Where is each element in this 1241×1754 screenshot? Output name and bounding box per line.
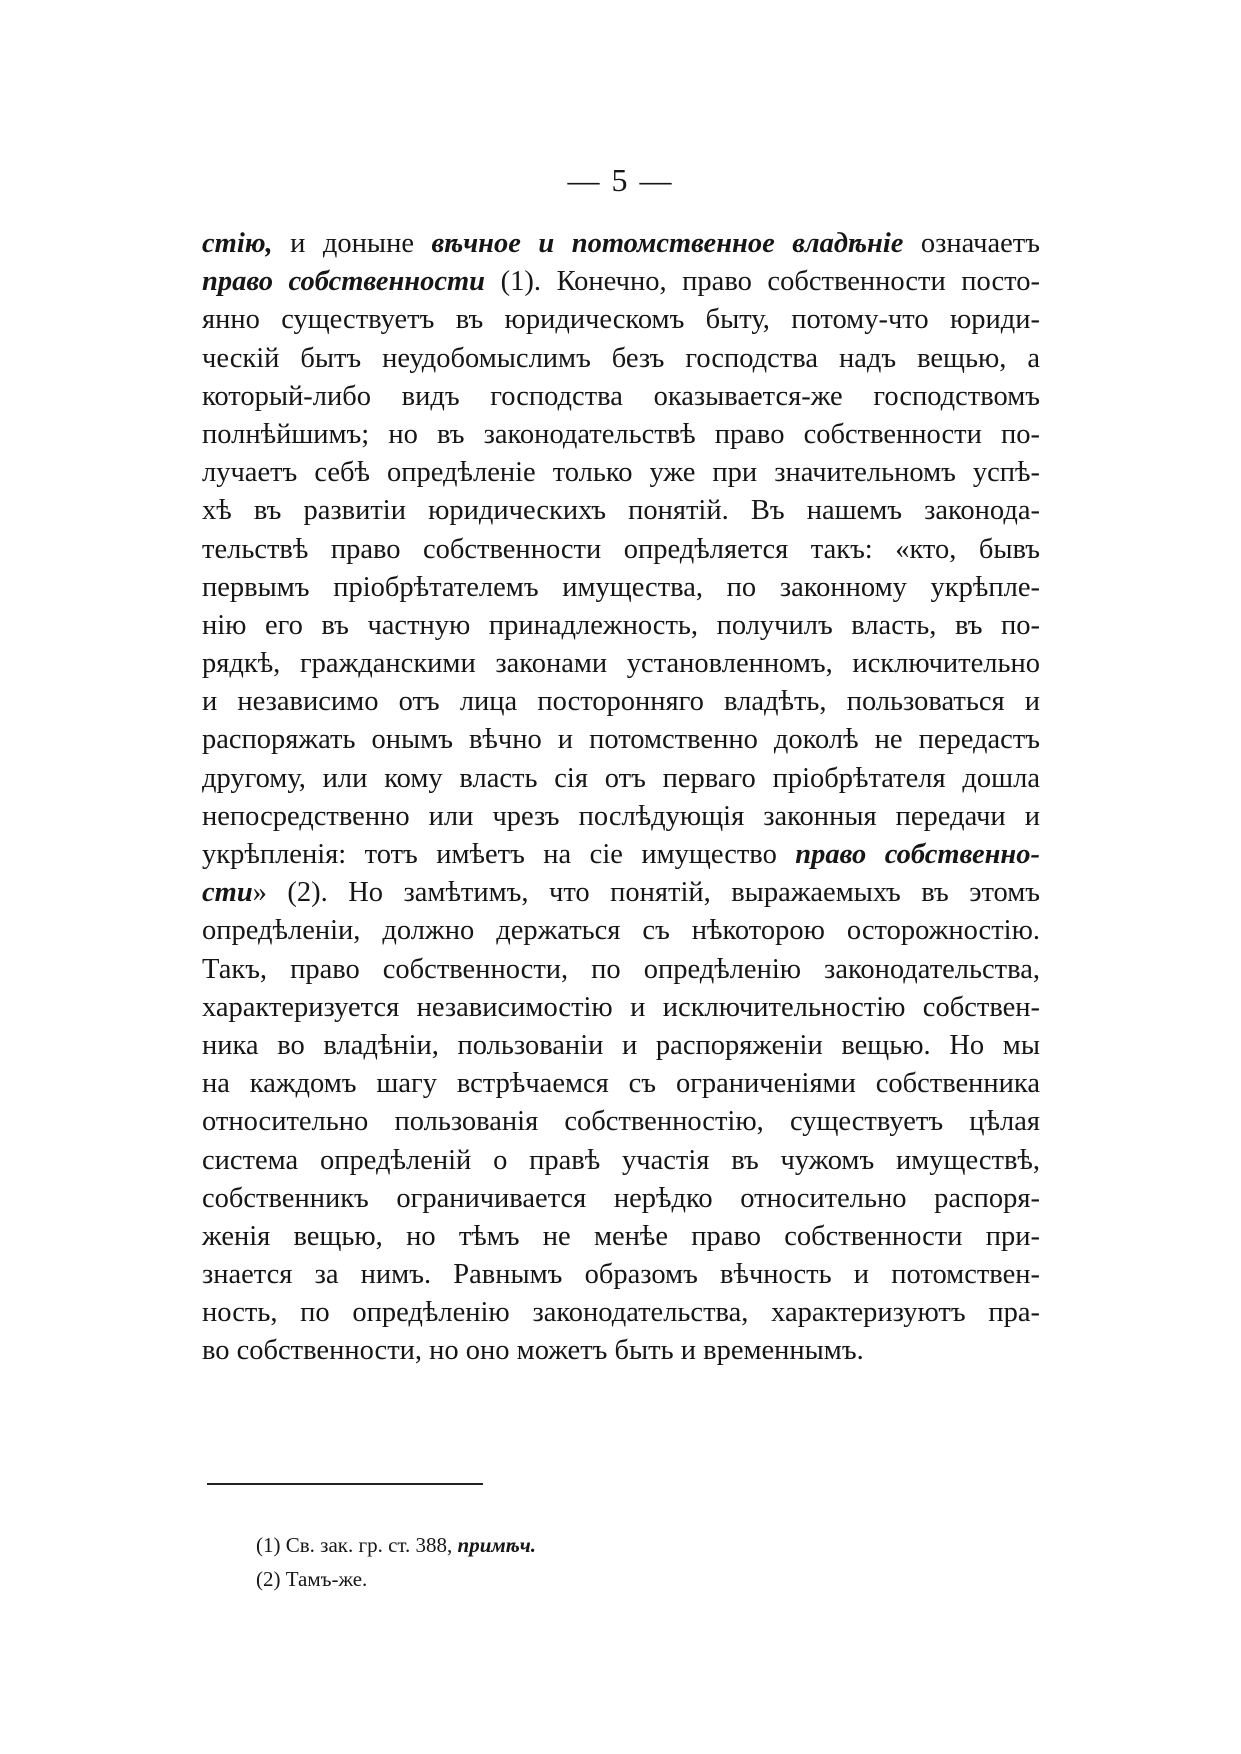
text-line: [202, 569, 1040, 607]
text-run: который-либо видъ господства оказывается-же господствомъ: [202, 380, 1040, 412]
text-run: (1). Конечно, право собственности посто-: [485, 266, 1040, 298]
text-line: [202, 378, 1040, 416]
text-line: [202, 989, 1040, 1027]
footnote: [256, 1562, 956, 1596]
italic-text: вѣчное и потомственное владѣніе: [431, 228, 904, 259]
text-run: янно существуетъ въ юридическомъ быту, потому-что юриди-: [202, 304, 1040, 336]
footnote: [256, 1528, 956, 1562]
text-run: рядкѣ, гражданскими законами установленномъ, исключительно: [202, 648, 1040, 680]
footnote-separator: [207, 1483, 483, 1485]
text-run: и доныне: [272, 228, 432, 259]
text-line: [202, 951, 1040, 989]
text-line: [202, 1218, 1040, 1256]
text-run: хѣ въ развитіи юридическихъ понятій. Въ нашемъ законода-: [202, 495, 1040, 527]
text-line: [202, 301, 1040, 339]
text-run: система опредѣленій о правѣ участія въ чужомъ имуществѣ,: [202, 1144, 1040, 1176]
text-run: тельствѣ право собственности опредѣляется такъ: «кто, бывъ: [202, 533, 1040, 565]
text-line: [202, 492, 1040, 530]
text-run: собственникъ ограничивается нерѣдко относительно распоря-: [202, 1182, 1040, 1214]
page-number: — 5 —: [567, 162, 674, 198]
italic-text: стію,: [202, 228, 273, 259]
text-run: первымъ пріобрѣтателемъ имущества, по законному укрѣпле-: [202, 571, 1040, 603]
text-run: означаетъ: [903, 228, 1041, 259]
footnote-text: (1) Св. зак. гр. ст. 388,: [256, 1533, 458, 1557]
text-line: [202, 1142, 1040, 1180]
text-run: опредѣленіи, должно держаться съ нѣкоторою осторожностію.: [202, 915, 1040, 947]
text-run: во собственности, но оно можетъ быть и временнымъ.: [202, 1335, 864, 1367]
text-run: полнѣйшимъ; но въ законодательствѣ право собственности по-: [202, 418, 1040, 450]
text-run: знается за нимъ. Равнымъ образомъ вѣчность и потомствен-: [202, 1259, 1040, 1291]
text-line: [202, 1065, 1040, 1103]
text-line: [202, 340, 1040, 378]
italic-text: право собственно-: [795, 839, 1041, 870]
text-line: [202, 836, 1040, 874]
text-line: [202, 912, 1040, 950]
text-run: ческій бытъ неудобомыслимъ безъ господства надъ вещью, а: [202, 342, 1040, 374]
text-line: [202, 874, 1040, 912]
text-run: другому, или кому власть сія отъ перваго пріобрѣтателя дошла: [202, 762, 1040, 794]
text-run: нію его въ частную принадлежность, получилъ власть, въ по-: [202, 609, 1040, 641]
text-line: [202, 798, 1040, 836]
text-run: укрѣпленія: тотъ имѣетъ на сіе имущество: [202, 839, 796, 870]
text-line: [202, 1294, 1040, 1332]
text-run: Такъ, право собственности, по опредѣленію законодательства,: [202, 953, 1040, 985]
text-run: относительно пользованія собственностію, существуетъ цѣлая: [202, 1106, 1040, 1138]
text-run: непосредственно или чрезъ послѣдующія законныя передачи и: [202, 800, 1040, 832]
text-line: [202, 1256, 1040, 1294]
text-line: [202, 760, 1040, 798]
footnote-text: (2) Тамъ-же.: [256, 1567, 368, 1591]
text-line: [202, 416, 1040, 454]
text-run: » (2). Но замѣтимъ, что понятій, выражаемыхъ въ этомъ: [252, 877, 1040, 909]
text-line: [202, 683, 1040, 721]
text-line: [202, 1103, 1040, 1141]
text-run: лучаетъ себѣ опредѣленіе только уже при значительномъ успѣ-: [202, 457, 1040, 489]
text-run: характеризуется независимостію и исключительностію собствен-: [202, 991, 1040, 1023]
italic-text: сти: [202, 877, 253, 909]
text-run: распоряжать онымъ вѣчно и потомственно доколѣ не передастъ: [202, 724, 1040, 756]
text-line: [202, 225, 1040, 263]
text-run: ника во владѣніи, пользованіи и распоряженіи вещью. Но мы: [202, 1029, 1040, 1061]
italic-text: право собственности: [202, 266, 486, 298]
text-line: [202, 1180, 1040, 1218]
text-run: ность, по опредѣленію законодательства, характеризуютъ пра-: [202, 1297, 1040, 1329]
body-paragraph: [202, 225, 1040, 1371]
text-line: [202, 531, 1040, 569]
text-line: [202, 454, 1040, 492]
text-line: [202, 607, 1040, 645]
text-line: [202, 1332, 1040, 1370]
text-run: и независимо отъ лица посторонняго владѣть, пользоваться и: [202, 686, 1040, 718]
footnote-italic: примѣч.: [457, 1533, 537, 1557]
text-line: [202, 721, 1040, 759]
footnotes: [256, 1528, 956, 1596]
text-run: женія вещью, но тѣмъ не менѣе право собственности при-: [202, 1220, 1040, 1252]
text-line: [202, 1027, 1040, 1065]
text-line: [202, 645, 1040, 683]
text-run: на каждомъ шагу встрѣчаемся съ ограниченіями собственника: [202, 1068, 1040, 1100]
text-line: [202, 263, 1040, 301]
